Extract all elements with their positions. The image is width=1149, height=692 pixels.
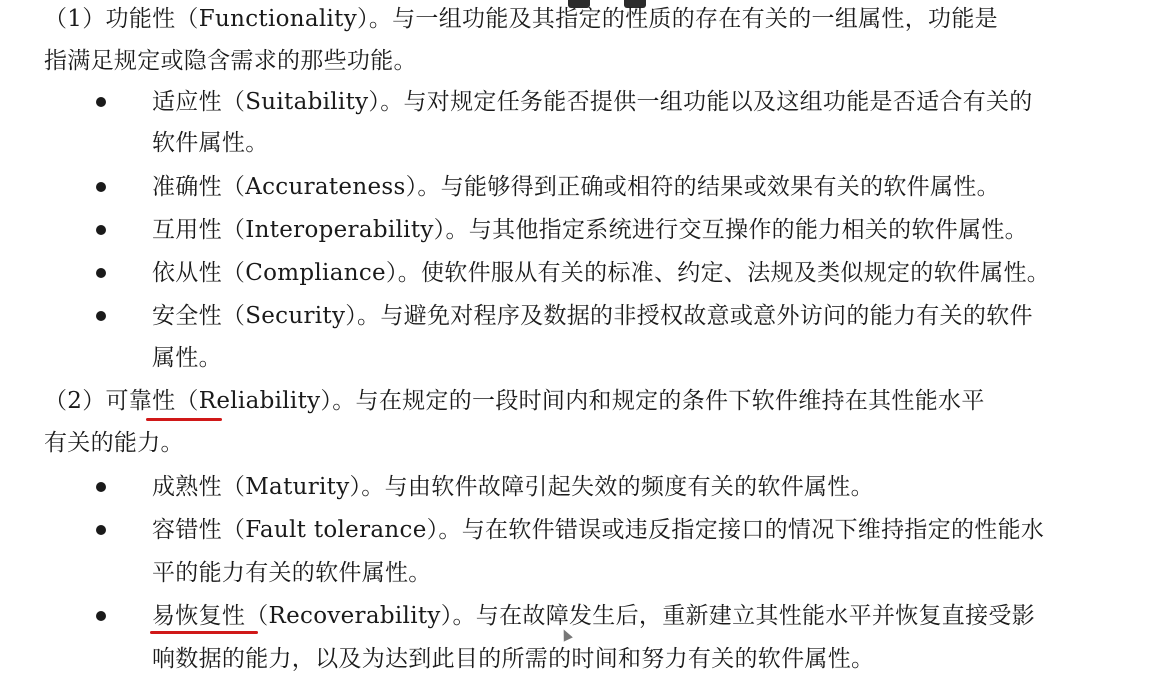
section-1-heading-line-1: （1）功能性（Functionality）。与一组功能及其指定的性质的存在有关的一组属性，功能是 [44, 6, 998, 32]
bullet-icon [96, 482, 106, 492]
item-fault-tolerance-line-2: 平的能力有关的软件属性。 [152, 560, 432, 586]
bullet-icon [96, 225, 106, 235]
item-compliance: 依从性（Compliance）。使软件服从有关的标准、约定、法规及类似规定的软件属性。 [152, 260, 1051, 286]
item-security-line-1: 安全性（Security）。与避免对程序及数据的非授权故意或意外访问的能力有关的软件 [152, 303, 1033, 329]
item-recoverability-line-1: 易恢复性（Recoverability）。与在故障发生后，重新建立其性能水平并恢复直接受影 [152, 603, 1035, 629]
bullet-icon [96, 268, 106, 278]
item-suitability-line-2: 软件属性。 [152, 130, 269, 156]
bullet-icon [96, 611, 106, 621]
bullet-icon [96, 311, 106, 321]
item-suitability-line-1: 适应性（Suitability）。与对规定任务能否提供一组功能以及这组功能是否适合有关的 [152, 89, 1033, 115]
item-maturity: 成熟性（Maturity）。与由软件故障引起失效的频度有关的软件属性。 [152, 474, 874, 500]
item-fault-tolerance-line-1: 容错性（Fault tolerance）。与在软件错误或违反指定接口的情况下维持指定的性能水 [152, 517, 1045, 543]
section-1-heading-line-2: 指满足规定或隐含需求的那些功能。 [44, 48, 417, 74]
red-annotation-underline [146, 418, 222, 421]
bullet-icon [96, 182, 106, 192]
item-interoperability: 互用性（Interoperability）。与其他指定系统进行交互操作的能力相关的软件属性。 [152, 217, 1028, 243]
item-recoverability-line-2: 响数据的能力，以及为达到此目的所需的时间和努力有关的软件属性。 [152, 646, 875, 672]
red-annotation-underline [150, 631, 258, 634]
item-security-line-2: 属性。 [152, 345, 222, 371]
item-accurateness: 准确性（Accurateness）。与能够得到正确或相符的结果或效果有关的软件属性。 [152, 174, 1000, 200]
section-2-heading-line-2: 有关的能力。 [44, 430, 184, 456]
section-2-heading-line-1: （2）可靠性（Reliability）。与在规定的一段时间内和规定的条件下软件维持在其性能水平 [44, 388, 985, 414]
bullet-icon [96, 525, 106, 535]
bullet-icon [96, 97, 106, 107]
